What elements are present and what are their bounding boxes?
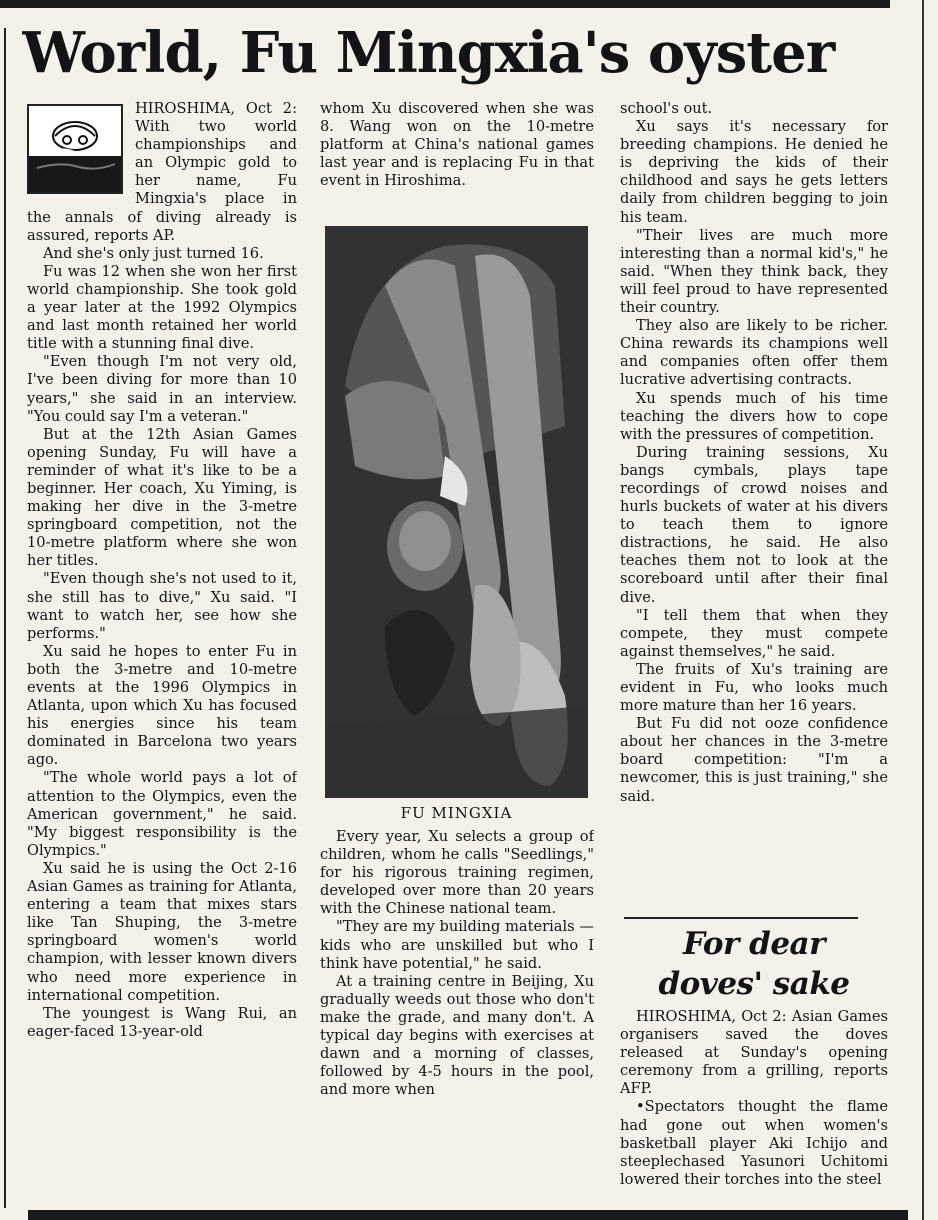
article-column-1	[27, 100, 297, 1200]
subhead-line-2: doves' sake	[658, 966, 850, 1002]
paragraph: "Even though I'm not very old, I've been diving for more than 10 years," she said in an interview. "You could say I'm a veteran."	[27, 353, 297, 425]
article-column-2-top	[320, 100, 594, 222]
second-story-body	[620, 1008, 888, 1208]
article-column-3	[620, 100, 888, 915]
paragraph: "Even though she's not used to it, she still has to dive," Xu said. "I want to watch her, see how she performs."	[27, 570, 297, 642]
diver-photo	[325, 226, 588, 798]
paragraph: Xu spends much of his time teaching the divers how to cope with the pressures of competition.	[620, 389, 888, 443]
paragraph: "I tell them that when they compete, they must compete against themselves," he said.	[620, 606, 888, 660]
paragraph: •Spectators thought the flame had gone out when women's basketball player Aki Ichijo and steeplechased Yasunori Uchitomi lowered their torches into the steel	[620, 1098, 888, 1188]
paragraph: "Their lives are much more interesting than a normal kid's," he said. "When they think back, they will feel proud to have represented their country.	[620, 226, 888, 317]
paragraph: HIROSHIMA, Oct 2: With two world championships and an Olympic gold to her name, Fu Mingxia's place in the annals of diving already is assured, reports AP.	[27, 100, 297, 244]
left-column-rule	[4, 28, 6, 1208]
paragraph: HIROSHIMA, Oct 2: Asian Games organisers saved the doves released at Sunday's opening ceremony from a grilling, reports AFP.	[620, 1008, 888, 1098]
paragraph: But Fu did not ooze confidence about her chances in the 3-metre board competition: "I'm a newcomer, this is just training," she said.	[620, 715, 888, 805]
paragraph: They also are likely to be richer. China rewards its champions well and companies often offer them lucrative advertising contracts.	[620, 317, 888, 389]
paragraph: "The whole world pays a lot of attention to the Olympics, even the American government," he said. "My biggest responsibility is the Olympics."	[27, 769, 297, 859]
top-border-bar	[0, 0, 890, 8]
paragraph: During training sessions, Xu bangs cymbals, plays tape recordings of crowd noises and hurls buckets of water at his divers to teach them to ignore distractions, he said. He also teaches them not to look at the scoreboard until after their final dive.	[620, 443, 888, 606]
paragraph: At a training centre in Beijing, Xu gradually weeds out those who don't make the grade, and many don't. A typical day begins with exercises at dawn and a morning of classes, followed by 4-5 hours in the pool, and more when	[320, 972, 594, 1099]
story-separator	[624, 917, 858, 919]
photo-caption: FU MINGXIA	[400, 804, 513, 822]
paragraph: But at the 12th Asian Games opening Sunday, Fu will have a reminder of what it's like to be a beginner. Her coach, Xu Yiming, is making her dive in the 3-metre springboard competition, not the 10-metre platform where she won her titles.	[27, 425, 297, 570]
paragraph: school's out.	[620, 100, 713, 117]
article-column-2-bottom	[320, 828, 594, 1208]
second-story-headline	[620, 924, 888, 1004]
swimmer-cartoon-icon	[27, 104, 123, 194]
paragraph: Every year, Xu selects a group of children, whom he calls "Seedlings," for his rigorous training regimen, developed over more than 20 years with the Chinese national team.	[320, 828, 594, 918]
subhead-line-1: For dear	[683, 926, 825, 962]
paragraph: Xu says it's necessary for breeding champions. He denied he is depriving the kids of their childhood and says he gets letters daily from children begging to join his team.	[620, 118, 888, 226]
paragraph: Fu was 12 when she won her first world championship. She took gold a year later at the 1992 Olympics and last month retained her world title with a stunning final dive.	[27, 262, 297, 353]
paragraph: Xu said he hopes to enter Fu in both the 3-metre and 10-metre events at the 1996 Olympics in Atlanta, upon which Xu has focused his energies since his team dominated in Barcelona two years ago.	[27, 642, 297, 769]
right-edge-rule	[922, 0, 924, 1220]
paragraph: "They are my building materials — kids who are unskilled but who I think have potential," he said.	[320, 918, 594, 972]
paragraph: The youngest is Wang Rui, an eager-faced 13-year-old	[27, 1004, 297, 1040]
bottom-border-bar	[28, 1210, 908, 1220]
paragraph: The fruits of Xu's training are evident in Fu, who looks much more mature than her 16 years.	[620, 660, 888, 715]
paragraph: And she's only just turned 16.	[43, 244, 264, 262]
paragraph: whom Xu discovered when she was 8. Wang won on the 10-metre platform at China's national games last year and is replacing Fu in that event in Hiroshima.	[320, 100, 594, 190]
paragraph: Xu said he is using the Oct 2-16 Asian Games as training for Atlanta, entering a team that mixes stars like Tan Shuping, the 3-metre springboard women's world champion, with lesser known divers who need more experience in international competition.	[27, 859, 297, 1004]
article-headline: World, Fu Mingxia's oyster	[22, 20, 835, 86]
